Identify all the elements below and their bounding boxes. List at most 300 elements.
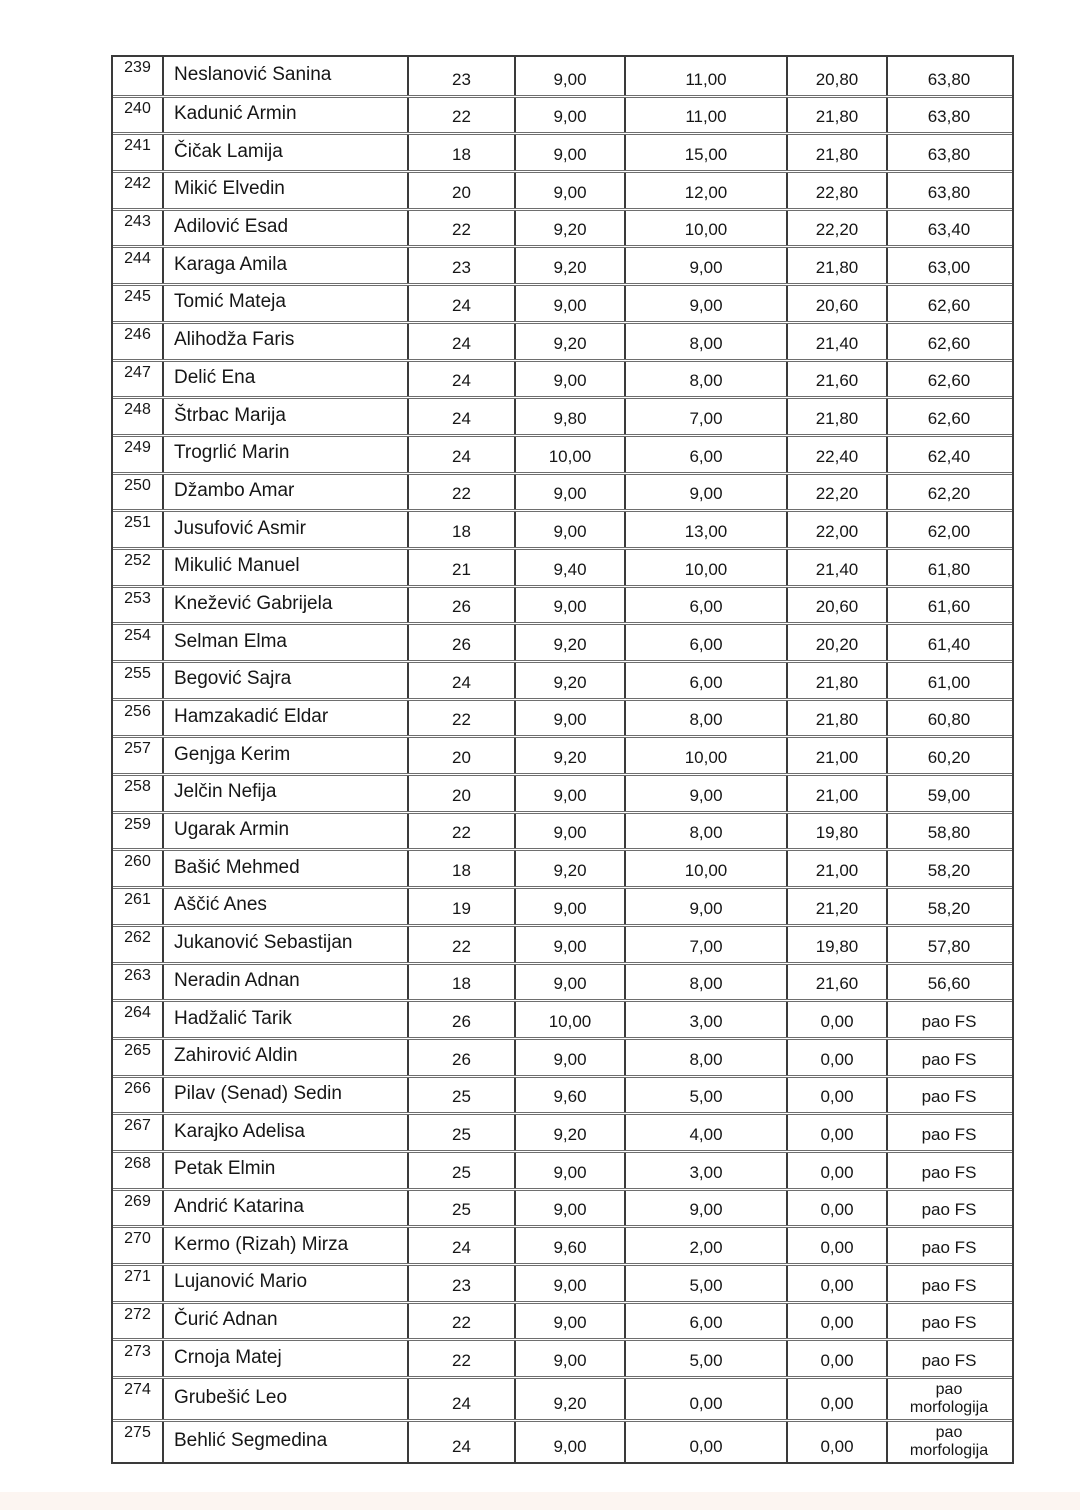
score-cell-3-text: 7,00 — [689, 936, 723, 956]
score-cell-2-text: 9,60 — [553, 1087, 587, 1107]
result-cell-text: pao FS — [921, 1275, 977, 1295]
row-number-cell — [113, 211, 162, 246]
score-cell-2 — [514, 965, 624, 1000]
result-cell-text: pao morfologija — [909, 1380, 989, 1417]
candidate-name-cell-text: Hamzakadić Eldar — [174, 706, 329, 728]
result-cell-text: 62,60 — [927, 295, 971, 315]
score-cell-1 — [407, 851, 514, 886]
row-number-cell — [113, 625, 162, 660]
table-row — [113, 1263, 1012, 1301]
candidate-name-cell — [162, 851, 407, 886]
table-row — [113, 585, 1012, 623]
candidate-name-cell — [162, 550, 407, 585]
row-number-cell-text: 252 — [124, 551, 151, 569]
score-cell-3 — [624, 738, 786, 773]
table-row — [113, 132, 1012, 170]
result-cell-text: pao morfologija — [909, 1423, 989, 1460]
score-cell-2 — [514, 927, 624, 962]
score-cell-4-text: 21,80 — [815, 107, 859, 127]
score-cell-2 — [514, 738, 624, 773]
score-cell-3 — [624, 625, 786, 660]
table-row — [113, 1376, 1012, 1419]
result-cell-text: pao FS — [921, 1011, 977, 1031]
score-cell-1-text: 22 — [452, 107, 471, 127]
score-cell-4 — [786, 1341, 886, 1376]
score-cell-1-text: 21 — [452, 559, 471, 579]
score-cell-4 — [786, 738, 886, 773]
score-cell-3 — [624, 1002, 786, 1037]
score-cell-3 — [624, 362, 786, 397]
score-cell-1-text: 23 — [452, 258, 471, 278]
score-cell-1 — [407, 173, 514, 208]
score-cell-1 — [407, 475, 514, 510]
candidate-name-cell — [162, 1002, 407, 1037]
result-cell-text: pao FS — [921, 1124, 977, 1144]
row-number-cell-text: 258 — [124, 778, 151, 796]
row-number-cell — [113, 1304, 162, 1339]
score-cell-4 — [786, 1191, 886, 1226]
score-cell-4-text: 20,20 — [815, 635, 859, 654]
row-number-cell — [113, 399, 162, 434]
score-cell-1-text: 22 — [452, 1351, 471, 1371]
score-cell-2-text: 9,60 — [553, 1238, 587, 1257]
score-cell-3 — [624, 663, 786, 698]
row-number-cell-text: 254 — [124, 627, 151, 645]
table-row — [113, 660, 1012, 698]
score-cell-2-text: 9,00 — [553, 936, 587, 956]
score-cell-3 — [624, 437, 786, 472]
score-cell-2 — [514, 57, 624, 95]
score-cell-2-text: 9,00 — [553, 974, 587, 994]
score-cell-1 — [407, 211, 514, 246]
score-cell-3-text: 10,00 — [684, 748, 728, 768]
score-cell-4-text: 21,40 — [815, 559, 859, 579]
result-cell-text: pao FS — [921, 1087, 977, 1107]
candidate-name-cell-text: Jelčin Nefija — [174, 781, 277, 803]
score-cell-4 — [786, 1115, 886, 1150]
score-cell-2 — [514, 814, 624, 849]
score-cell-1 — [407, 1153, 514, 1188]
score-cell-1-text: 24 — [452, 371, 471, 391]
score-cell-1-text: 20 — [452, 182, 471, 202]
row-number-cell-text: 260 — [124, 853, 151, 871]
row-number-cell-text: 275 — [124, 1424, 151, 1442]
score-cell-2-text: 9,20 — [553, 672, 587, 692]
table-row — [113, 1225, 1012, 1263]
row-number-cell — [113, 135, 162, 170]
score-cell-4 — [786, 851, 886, 886]
score-cell-1-text: 18 — [452, 145, 471, 165]
score-cell-2 — [514, 173, 624, 208]
score-cell-3 — [624, 1304, 786, 1339]
row-number-cell — [113, 1191, 162, 1226]
candidate-name-cell-text: Petak Elmin — [174, 1158, 276, 1180]
score-cell-1-text: 19 — [452, 898, 471, 918]
score-cell-2-text: 9,20 — [553, 1394, 587, 1414]
row-number-cell-text: 250 — [124, 476, 151, 494]
score-cell-4 — [786, 701, 886, 736]
row-number-cell-text: 244 — [124, 250, 151, 268]
score-cell-1-text: 24 — [452, 1238, 471, 1257]
candidate-name-cell — [162, 173, 407, 208]
result-cell-text: 60,80 — [927, 710, 971, 730]
score-cell-3-text: 4,00 — [689, 1124, 723, 1144]
score-cell-1-text: 24 — [452, 333, 471, 353]
score-cell-1 — [407, 135, 514, 170]
score-cell-4 — [786, 475, 886, 510]
candidate-name-cell — [162, 1115, 407, 1150]
row-number-cell — [113, 98, 162, 133]
candidate-name-cell — [162, 738, 407, 773]
candidate-name-cell — [162, 701, 407, 736]
row-number-cell — [113, 1266, 162, 1301]
score-cell-2 — [514, 1115, 624, 1150]
table-row — [113, 1150, 1012, 1188]
result-cell-text: 63,80 — [927, 69, 971, 89]
candidate-name-cell-text: Delić Ena — [174, 366, 256, 388]
score-cell-1-text: 25 — [452, 1162, 471, 1182]
result-cell — [886, 625, 1010, 660]
row-number-cell-text: 243 — [124, 212, 151, 230]
score-cell-3 — [624, 814, 786, 849]
result-cell — [886, 1002, 1010, 1037]
result-cell — [886, 588, 1010, 623]
score-cell-2-text: 9,00 — [553, 371, 587, 391]
score-cell-1 — [407, 1002, 514, 1037]
score-cell-3-text: 5,00 — [689, 1087, 723, 1107]
score-cell-4-text: 21,80 — [815, 145, 859, 165]
score-cell-3 — [624, 851, 786, 886]
score-cell-4-text: 0,00 — [820, 1124, 854, 1144]
score-cell-3 — [624, 889, 786, 924]
score-cell-4 — [786, 135, 886, 170]
score-cell-4 — [786, 550, 886, 585]
result-cell-text: 61,60 — [927, 597, 971, 617]
row-number-cell-text: 251 — [124, 514, 151, 532]
score-cell-2-text: 9,20 — [553, 258, 587, 278]
score-cell-3 — [624, 211, 786, 246]
score-cell-4 — [786, 399, 886, 434]
result-cell-text: pao FS — [921, 1162, 977, 1182]
result-cell — [886, 1266, 1010, 1301]
score-cell-2 — [514, 324, 624, 359]
score-cell-3-text: 11,00 — [685, 107, 727, 127]
result-cell-text: 62,60 — [927, 408, 971, 428]
score-cell-4-text: 0,00 — [820, 1049, 854, 1069]
score-cell-2-text: 9,00 — [553, 145, 587, 165]
score-cell-1-text: 22 — [452, 823, 471, 843]
score-cell-3 — [624, 1115, 786, 1150]
score-cell-3 — [624, 1153, 786, 1188]
score-cell-4 — [786, 588, 886, 623]
table-row — [113, 1338, 1012, 1376]
score-cell-2-text: 9,00 — [553, 898, 587, 918]
candidate-name-cell-text: Mikić Elvedin — [174, 178, 285, 200]
row-number-cell-text: 269 — [124, 1192, 151, 1210]
table-row — [113, 1188, 1012, 1226]
candidate-name-cell — [162, 512, 407, 547]
score-cell-3-text: 9,00 — [689, 1200, 723, 1220]
score-cell-2-text: 9,00 — [553, 1200, 587, 1220]
candidate-name-cell-text: Behlić Segmedina — [174, 1430, 328, 1452]
score-cell-3 — [624, 1228, 786, 1263]
candidate-name-cell — [162, 1153, 407, 1188]
candidate-name-cell — [162, 399, 407, 434]
score-cell-4-text: 0,00 — [820, 1351, 854, 1371]
score-cell-2-text: 9,00 — [553, 1351, 587, 1371]
score-cell-3 — [624, 701, 786, 736]
row-number-cell-text: 257 — [124, 740, 151, 758]
result-cell-text: 62,60 — [927, 371, 971, 391]
score-cell-3 — [624, 1422, 786, 1462]
table-row — [113, 547, 1012, 585]
candidate-name-cell — [162, 776, 407, 811]
row-number-cell-text: 263 — [124, 966, 151, 984]
candidate-name-cell-text: Knežević Gabrijela — [174, 592, 333, 614]
candidate-name-cell-text: Trogrlić Marin — [174, 442, 290, 464]
score-cell-4 — [786, 57, 886, 95]
score-cell-2-text: 10,00 — [548, 446, 592, 466]
score-cell-1-text: 25 — [452, 1200, 471, 1220]
score-cell-3-text: 3,00 — [689, 1162, 723, 1182]
score-cell-2 — [514, 1422, 624, 1462]
score-cell-3-text: 9,00 — [689, 785, 723, 805]
row-number-cell — [113, 1422, 162, 1462]
score-cell-3-text: 6,00 — [689, 446, 723, 466]
table-row — [113, 848, 1012, 886]
score-cell-4 — [786, 663, 886, 698]
table-row — [113, 321, 1012, 359]
result-cell-text: 63,40 — [927, 220, 971, 240]
result-cell — [886, 927, 1010, 962]
score-cell-2 — [514, 889, 624, 924]
candidate-name-cell — [162, 889, 407, 924]
score-cell-3-text: 8,00 — [689, 823, 723, 843]
score-cell-1 — [407, 550, 514, 585]
score-cell-4-text: 21,00 — [815, 748, 859, 768]
score-cell-4-text: 20,60 — [815, 295, 859, 315]
result-cell — [886, 1078, 1010, 1113]
row-number-cell-text: 271 — [124, 1268, 151, 1285]
score-cell-3 — [624, 1379, 786, 1419]
candidate-name-cell-text: Pilav (Senad) Sedin — [174, 1082, 342, 1104]
result-cell — [886, 889, 1010, 924]
result-cell — [886, 98, 1010, 133]
row-number-cell — [113, 1228, 162, 1263]
score-cell-1-text: 24 — [452, 295, 471, 315]
candidate-name-cell-text: Genjga Kerim — [174, 743, 291, 765]
row-number-cell-text: 242 — [124, 175, 151, 193]
table-row — [113, 95, 1012, 133]
score-cell-1-text: 23 — [452, 69, 471, 89]
score-cell-2 — [514, 1191, 624, 1226]
score-cell-4-text: 22,00 — [815, 521, 859, 541]
score-cell-3-text: 10,00 — [684, 220, 728, 240]
score-cell-2-text: 9,20 — [553, 861, 587, 881]
result-cell — [886, 1304, 1010, 1339]
result-cell — [886, 1422, 1010, 1462]
score-cell-2-text: 9,20 — [553, 635, 587, 654]
table-row — [113, 509, 1012, 547]
score-cell-3 — [624, 588, 786, 623]
score-cell-4-text: 19,80 — [815, 936, 859, 956]
result-cell — [886, 701, 1010, 736]
table-row — [113, 886, 1012, 924]
row-number-cell — [113, 965, 162, 1000]
table-row — [113, 472, 1012, 510]
result-cell — [886, 1115, 1010, 1150]
score-cell-1-text: 24 — [452, 672, 471, 692]
score-cell-3 — [624, 1078, 786, 1113]
score-cell-4-text: 0,00 — [820, 1087, 854, 1107]
table-row — [113, 1112, 1012, 1150]
row-number-cell — [113, 814, 162, 849]
row-number-cell — [113, 1379, 162, 1419]
score-cell-3-text: 11,00 — [685, 69, 727, 89]
candidate-name-cell — [162, 1379, 407, 1419]
candidate-name-cell-text: Lujanović Mario — [174, 1271, 308, 1293]
score-cell-2 — [514, 588, 624, 623]
score-cell-1-text: 26 — [452, 597, 471, 617]
score-cell-2-text: 9,00 — [553, 785, 587, 805]
score-cell-2 — [514, 1228, 624, 1263]
candidate-name-cell-text: Tomić Mateja — [174, 291, 286, 313]
row-number-cell-text: 261 — [124, 891, 151, 909]
result-cell-text: 58,20 — [927, 861, 971, 881]
score-cell-3 — [624, 512, 786, 547]
candidate-name-cell — [162, 588, 407, 623]
candidate-name-cell — [162, 965, 407, 1000]
score-cell-4 — [786, 437, 886, 472]
score-cell-4 — [786, 286, 886, 321]
score-cell-1-text: 24 — [452, 446, 471, 466]
candidate-name-cell-text: Kermo (Rizah) Mirza — [174, 1233, 349, 1255]
score-cell-1-text: 26 — [452, 1011, 471, 1031]
result-cell-text: 61,40 — [927, 635, 971, 654]
score-cell-2 — [514, 286, 624, 321]
row-number-cell — [113, 57, 162, 95]
result-cell — [886, 512, 1010, 547]
score-cell-3 — [624, 1266, 786, 1301]
candidate-name-cell — [162, 286, 407, 321]
row-number-cell — [113, 663, 162, 698]
candidate-name-cell-text: Čičak Lamija — [174, 140, 283, 162]
candidate-name-cell-text: Andrić Katarina — [174, 1195, 304, 1217]
score-cell-1 — [407, 663, 514, 698]
result-cell — [886, 324, 1010, 359]
table-row — [113, 999, 1012, 1037]
score-cell-4 — [786, 324, 886, 359]
score-cell-4-text: 21,80 — [815, 408, 859, 428]
result-cell-text: pao FS — [921, 1313, 977, 1333]
score-cell-2-text: 9,20 — [553, 1124, 587, 1144]
score-cell-4 — [786, 1379, 886, 1419]
score-cell-1 — [407, 965, 514, 1000]
score-cell-4-text: 22,20 — [815, 220, 859, 240]
score-cell-1 — [407, 1228, 514, 1263]
candidate-name-cell — [162, 1228, 407, 1263]
score-cell-4-text: 21,60 — [815, 974, 859, 994]
row-number-cell-text: 253 — [124, 589, 151, 607]
score-cell-1-text: 26 — [452, 635, 471, 654]
result-cell — [886, 550, 1010, 585]
score-cell-1 — [407, 776, 514, 811]
result-cell — [886, 1191, 1010, 1226]
score-cell-3 — [624, 399, 786, 434]
score-cell-1-text: 22 — [452, 484, 471, 504]
score-cell-4 — [786, 1002, 886, 1037]
score-cell-3-text: 2,00 — [689, 1238, 723, 1257]
score-cell-3 — [624, 248, 786, 283]
score-cell-3-text: 15,00 — [684, 145, 728, 165]
score-cell-3 — [624, 135, 786, 170]
row-number-cell — [113, 1341, 162, 1376]
score-cell-2 — [514, 1341, 624, 1376]
score-cell-3 — [624, 286, 786, 321]
score-cell-3-text: 13,00 — [684, 521, 728, 541]
score-cell-1-text: 24 — [452, 1437, 471, 1457]
score-cell-2 — [514, 1002, 624, 1037]
score-cell-3 — [624, 776, 786, 811]
score-cell-2 — [514, 701, 624, 736]
score-cell-3-text: 5,00 — [689, 1351, 723, 1371]
candidate-name-cell-text: Zahirović Aldin — [174, 1045, 298, 1067]
candidate-name-cell — [162, 437, 407, 472]
score-cell-2 — [514, 135, 624, 170]
result-cell — [886, 286, 1010, 321]
score-cell-4 — [786, 1078, 886, 1113]
result-cell-text: 60,20 — [927, 748, 971, 768]
row-number-cell — [113, 1002, 162, 1037]
table-row — [113, 57, 1012, 95]
result-cell — [886, 814, 1010, 849]
result-cell — [886, 362, 1010, 397]
score-cell-1 — [407, 1266, 514, 1301]
score-cell-2-text: 9,00 — [553, 1437, 587, 1457]
result-cell-text: 62,40 — [927, 446, 971, 466]
table-row — [113, 698, 1012, 736]
row-number-cell-text: 265 — [124, 1041, 151, 1059]
result-cell-text: 58,20 — [927, 898, 971, 918]
result-cell — [886, 965, 1010, 1000]
row-number-cell — [113, 1153, 162, 1188]
result-cell-text: 63,80 — [927, 145, 971, 165]
score-cell-4-text: 0,00 — [820, 1313, 854, 1333]
candidate-name-cell-text: Karajko Adelisa — [174, 1120, 305, 1142]
table-row — [113, 245, 1012, 283]
result-cell — [886, 1379, 1010, 1419]
candidate-name-cell — [162, 1341, 407, 1376]
score-cell-3 — [624, 475, 786, 510]
row-number-cell-text: 264 — [124, 1004, 151, 1022]
row-number-cell-text: 259 — [124, 815, 151, 833]
score-cell-4 — [786, 211, 886, 246]
score-cell-4-text: 22,80 — [815, 182, 859, 202]
score-cell-4 — [786, 1422, 886, 1462]
score-cell-2-text: 9,00 — [553, 597, 587, 617]
score-cell-2 — [514, 851, 624, 886]
candidate-name-cell-text: Kadunić Armin — [174, 103, 297, 125]
score-cell-1 — [407, 738, 514, 773]
candidate-name-cell — [162, 1266, 407, 1301]
score-cell-4-text: 21,00 — [815, 861, 859, 881]
row-number-cell-text: 268 — [124, 1154, 151, 1172]
score-cell-1 — [407, 362, 514, 397]
score-cell-4 — [786, 776, 886, 811]
score-cell-2 — [514, 437, 624, 472]
table-row — [113, 434, 1012, 472]
table-row — [113, 735, 1012, 773]
